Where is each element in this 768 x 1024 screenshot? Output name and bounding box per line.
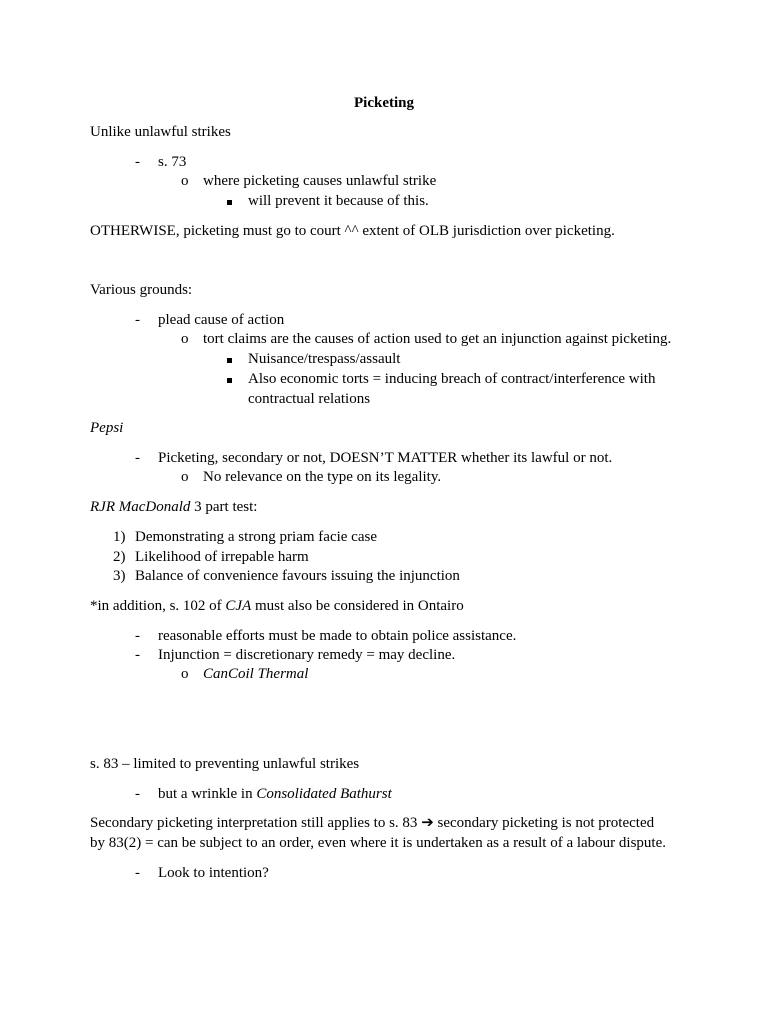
cja-post: must also be considered in Ontairo	[251, 598, 464, 614]
s73-subsub-item: will prevent it because of this.	[248, 193, 429, 209]
secondary-item: Look to intention?	[158, 865, 269, 881]
secondary-line-1-post: secondary picketing is not protected	[433, 815, 655, 831]
rjr-heading	[90, 497, 257, 517]
dash-bullet: -	[135, 786, 140, 802]
rjr-test-item-1: Demonstrating a strong priam facie case	[135, 529, 377, 545]
s73-sub-item: where picketing causes unlawful strike	[203, 173, 437, 189]
s83-item	[158, 784, 392, 804]
dash-bullet: -	[135, 154, 140, 170]
cja-sub-item: CanCoil Thermal	[203, 666, 309, 682]
circle-bullet: o	[181, 173, 189, 189]
s73-item: s. 73	[158, 154, 187, 170]
plead-sub-item: tort claims are the causes of action used to get an injunction against picketing.	[203, 331, 672, 347]
otherwise-text: OTHERWISE, picketing must go to court ^^ extent of OLB jurisdiction over picketing.	[90, 223, 615, 239]
s83-item-pre: but a wrinkle in	[158, 786, 257, 802]
plead-subsub-item-1: Nuisance/trespass/assault	[248, 351, 401, 367]
circle-bullet: o	[181, 331, 189, 347]
square-bullet-icon	[227, 349, 232, 369]
square-bullet-icon	[227, 369, 232, 389]
right-arrow-icon: ➔	[421, 815, 434, 831]
secondary-line-1	[90, 813, 654, 833]
dash-bullet: -	[135, 628, 140, 644]
plead-item: plead cause of action	[158, 312, 285, 328]
circle-bullet: o	[181, 666, 189, 682]
cja-item-1: reasonable efforts must be made to obtain police assistance.	[158, 628, 517, 644]
rjr-heading-rest: 3 part test:	[190, 499, 258, 515]
dash-bullet: -	[135, 865, 140, 881]
rjr-case-name: RJR MacDonald	[90, 499, 191, 515]
cja-pre: *in addition, s. 102 of	[90, 598, 226, 614]
s83-heading: s. 83 – limited to preventing unlawful strikes	[90, 756, 360, 772]
square-bullet-icon	[227, 191, 232, 211]
rjr-test-item-2: Likelihood of irrepable harm	[135, 549, 309, 565]
plead-subsub-item-2-cont: contractual relations	[248, 391, 371, 407]
intro-text: Unlike unlawful strikes	[90, 124, 231, 140]
list-number: 2)	[113, 549, 126, 565]
secondary-line-2: by 83(2) = can be subject to an order, even where it is undertaken as a result of a labour dispute.	[90, 835, 666, 851]
list-number: 3)	[113, 568, 126, 584]
pepsi-item: Picketing, secondary or not, DOESN’T MATTER whether its lawful or not.	[158, 450, 613, 466]
s83-case-name: Consolidated Bathurst	[256, 786, 392, 802]
dash-bullet: -	[135, 312, 140, 328]
plead-subsub-item-2: Also economic torts = inducing breach of contract/interference with	[248, 371, 656, 387]
various-grounds-heading: Various grounds:	[90, 282, 193, 298]
cja-text	[90, 596, 464, 616]
rjr-test-item-3: Balance of convenience favours issuing the injunction	[135, 568, 460, 584]
page-title: Picketing	[354, 95, 414, 111]
circle-bullet: o	[181, 469, 189, 485]
cja-item-2: Injunction = discretionary remedy = may decline.	[158, 647, 456, 663]
secondary-line-1-pre: Secondary picketing interpretation still applies to s. 83	[90, 815, 422, 831]
dash-bullet: -	[135, 450, 140, 466]
pepsi-sub-item: No relevance on the type on its legality.	[203, 469, 442, 485]
cja-act-name: CJA	[225, 598, 252, 614]
pepsi-heading: Pepsi	[90, 420, 124, 436]
dash-bullet: -	[135, 647, 140, 663]
list-number: 1)	[113, 529, 126, 545]
